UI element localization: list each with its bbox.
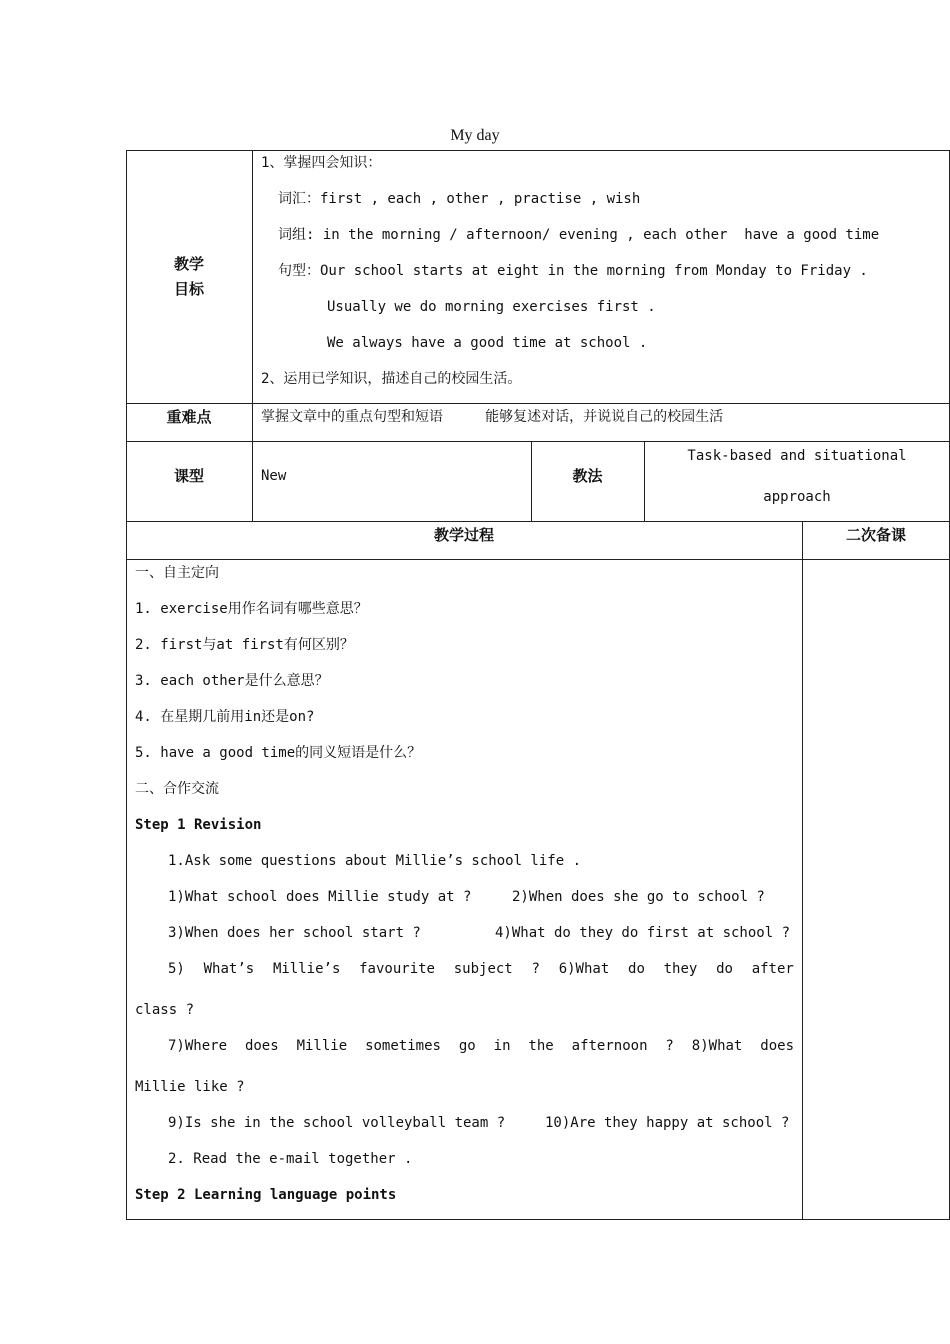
process-header: 教学过程 <box>433 526 494 544</box>
word: do <box>628 961 645 977</box>
word: does <box>760 1038 794 1054</box>
objective-line: We always have a good time at school . <box>327 335 648 351</box>
word: they <box>663 961 698 977</box>
word: 7)Where <box>168 1038 228 1054</box>
word: subject <box>453 961 513 977</box>
question-item: 1. exercise用作名词有哪些意思？ <box>135 601 368 617</box>
word: Millie’s <box>272 961 341 977</box>
word: go <box>458 1038 476 1054</box>
second-prep-header: 二次备课 <box>845 526 906 544</box>
revision-question: 2)When does she go to school ? <box>512 889 765 905</box>
revision-question: 9)Is she in the school volleyball team ? <box>168 1115 506 1131</box>
teaching-method-line1: Task-based and situational <box>687 448 907 464</box>
word: sometimes <box>365 1038 441 1054</box>
objective-line: 1、掌握四会知识： <box>261 155 382 171</box>
word: ? <box>531 961 540 977</box>
step1-item2: 2. Read the e-mail together . <box>168 1151 413 1167</box>
word: do <box>716 961 733 977</box>
revision-question: 4)What do they do first at school ? <box>495 925 791 941</box>
objective-line: 2、运用已学知识，描述自己的校园生活。 <box>261 371 522 387</box>
teaching-method-line2: approach <box>763 489 831 505</box>
objectives-label-line2: 目标 <box>173 280 204 298</box>
revision-question: 1)What school does Millie study at ? <box>168 889 472 905</box>
revision-question: 10)Are they happy at school ? <box>545 1115 790 1131</box>
revision-question: 3)When does her school start ? <box>168 925 421 941</box>
section1-title: 一、自主定向 <box>135 565 219 581</box>
lesson-type-label: 课型 <box>173 467 204 485</box>
revision-question-justified <box>168 1037 794 1055</box>
word: favourite <box>359 961 435 977</box>
word: after <box>751 961 794 977</box>
teaching-method-label: 教法 <box>572 467 603 485</box>
step2-title: Step 2 Learning language points <box>135 1187 397 1203</box>
lesson-type-value: New <box>261 468 287 484</box>
objective-line: 词汇：first , each , other , practise , wish <box>278 191 641 207</box>
word: What’s <box>203 961 255 977</box>
revision-question-justified <box>168 960 794 978</box>
step1-title: Step 1 Revision <box>135 817 262 833</box>
word: the <box>528 1038 554 1054</box>
key-points-label: 重难点 <box>166 408 212 426</box>
word: does <box>244 1038 279 1054</box>
word: 5) <box>168 961 185 977</box>
question-item: 3. each other是什么意思？ <box>135 673 329 689</box>
word: Millie <box>296 1038 348 1054</box>
step1-intro: 1.Ask some questions about Millie’s school life . <box>168 853 582 869</box>
question-item: 5. have a good time的同义短语是什么？ <box>135 745 422 761</box>
word: afternoon <box>571 1038 648 1054</box>
key-points-text: 掌握文章中的重点句型和短语 能够复述对话，并说说自己的校园生活 <box>261 409 724 425</box>
document-title: My day <box>450 127 500 144</box>
question-item: 4. 在星期几前用in还是on? <box>135 709 315 725</box>
objective-line: Usually we do morning exercises first . <box>327 299 656 315</box>
objective-line: 词组: in the morning / afternoon/ evening , each other have a good time <box>278 227 880 243</box>
objective-line: 句型：Our school starts at eight in the morning from Monday to Friday . <box>278 263 868 279</box>
revision-question-cont: Millie like ? <box>135 1079 245 1095</box>
question-item: 2. first与at first有何区别？ <box>135 637 354 653</box>
objectives-label-line1: 教学 <box>173 255 204 273</box>
word: 6)What <box>558 961 610 977</box>
revision-question-cont: class ? <box>135 1002 195 1018</box>
word: in <box>493 1038 511 1054</box>
section2-title: 二、合作交流 <box>135 781 219 797</box>
word: 8)What <box>691 1038 743 1054</box>
word: ? <box>665 1038 674 1054</box>
